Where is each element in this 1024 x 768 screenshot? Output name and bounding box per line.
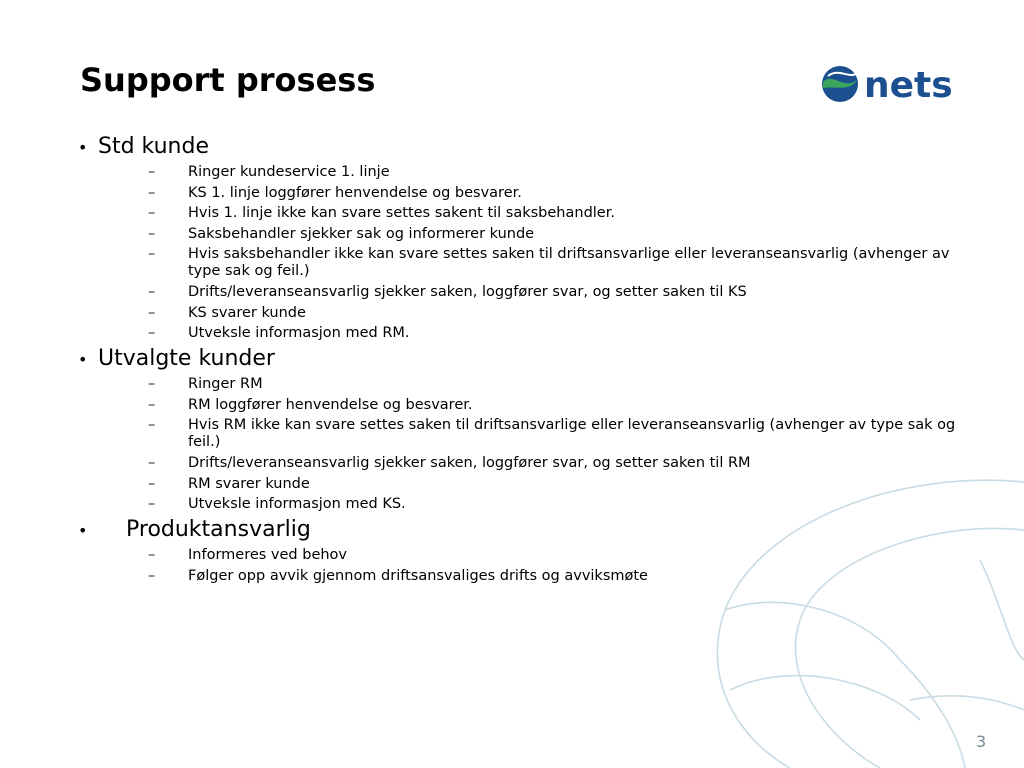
page-number: 3 [976,732,987,751]
list-item: – KS 1. linje loggfører henvendelse og besvarer. [78,185,978,202]
dash-icon: – [148,547,156,564]
list-item: – Informeres ved behov [78,547,978,564]
list-item: – Hvis 1. linje ikke kan svare settes sakent til saksbehandler. [78,205,978,222]
bullet-icon: • [78,350,88,370]
list-item: – Drifts/leveranseansvarlig sjekker saken, loggfører svar, og setter saken til RM [78,455,978,472]
dash-icon: – [148,496,156,513]
list-item: – Følger opp avvik gjennom driftsansvaliges drifts og avviksmøte [78,568,978,585]
bullet-icon: • [78,521,88,541]
list-item: – Saksbehandler sjekker sak og informerer kunde [78,226,978,243]
dash-icon: – [148,454,156,471]
dash-icon: – [148,283,156,300]
content-area [78,130,978,589]
dash-icon: – [148,396,156,413]
list-item: – RM loggfører henvendelse og besvarer. [78,397,978,414]
sub-list [78,164,978,342]
nets-logo [820,60,965,108]
section-utvalgte-kunder [78,346,978,513]
dash-icon: – [148,164,156,180]
list-item: – Ringer kundeservice 1. linje [78,164,978,181]
dash-icon: – [148,246,156,263]
dash-icon: – [148,376,156,393]
list-item: – Hvis saksbehandler ikke kan svare settes saken til driftsansvarlige eller leveranseansvarlig (avhenger av type sak og feil.) [78,246,978,280]
sub-list [78,376,978,513]
bullet-heading [78,517,978,544]
section-std-kunde [78,134,978,342]
list-item: – Utveksle informasjon med KS. [78,496,978,513]
section-produktansvarlig [78,517,978,585]
list-item: – Utveksle informasjon med RM. [78,325,978,342]
bullet-heading [78,346,978,373]
list-item: – Drifts/leveranseansvarlig sjekker saken, loggfører svar, og setter saken til KS [78,284,978,301]
section-heading: Std kunde [98,134,209,159]
dash-icon: – [148,567,156,584]
dash-icon: – [148,325,156,342]
list-item: – RM svarer kunde [78,476,978,493]
dash-icon: – [148,205,156,222]
list-item: – Ringer RM [78,376,978,393]
page-title: Support prosess [80,61,376,99]
sub-list [78,547,978,585]
list-item: – KS svarer kunde [78,305,978,322]
dash-icon: – [148,475,156,492]
dash-icon: – [148,304,156,321]
section-heading: Produktansvarlig [126,517,311,543]
bullet-icon: • [78,138,88,157]
logo-text: nets [864,65,953,106]
dash-icon: – [148,225,156,242]
list-item: – Hvis RM ikke kan svare settes saken til driftsansvarlige eller leveranseansvarlig (avhenger av type sak og feil.) [78,417,978,451]
dash-icon: – [148,417,156,434]
section-heading: Utvalgte kunder [98,346,275,372]
dash-icon: – [148,184,156,201]
bullet-heading [78,134,978,161]
